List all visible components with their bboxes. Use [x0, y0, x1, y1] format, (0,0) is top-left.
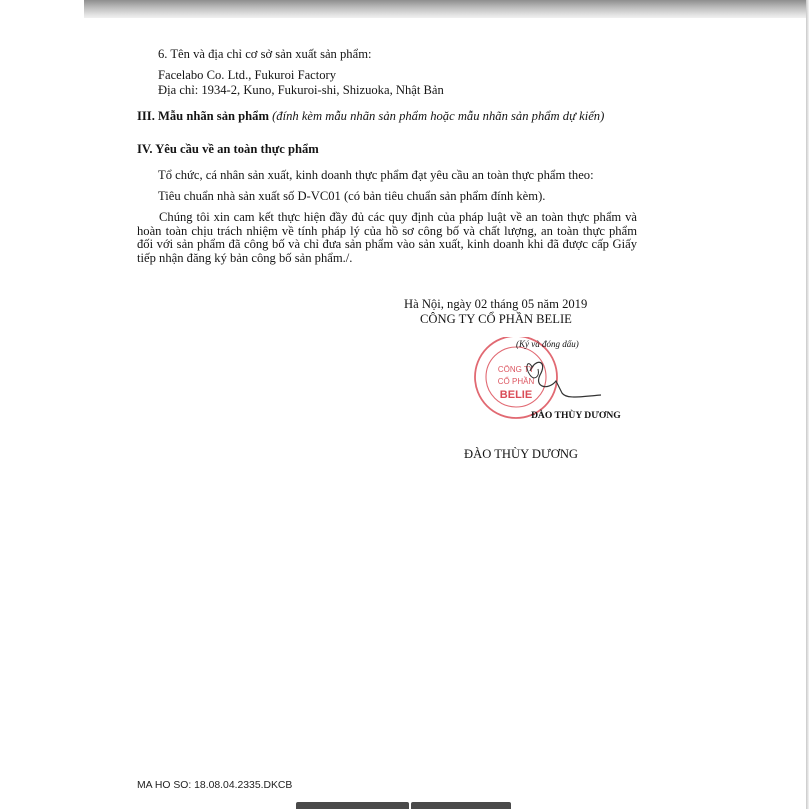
viewer-toolbar-right[interactable]	[411, 802, 511, 809]
seal-icon	[466, 337, 606, 437]
manufacturer-name: Facelabo Co. Ltd., Fukuroi Factory	[158, 68, 337, 82]
commitment-paragraph: Chúng tôi xin cam kết thực hiện đầy đủ các quy định của pháp luật về an toàn thực phẩm và hoàn toàn chịu trách nhiệm về tính pháp lý của hồ sơ công bố và chất lượng, an toàn thực phẩm đối với sản phẩm đã công bố và chỉ đưa sản phẩm vào sản xuất, kinh doanh khi đã được cấp Giấy tiếp nhận đăng ký bản công bố sản phẩm./.	[137, 210, 637, 265]
stamp-line2: CỔ PHẦN	[497, 377, 535, 386]
standard-reference: Tiêu chuẩn nhà sản xuất số D-VC01 (có bản tiêu chuẩn sản phẩm đính kèm).	[158, 189, 546, 203]
document-page	[84, 18, 806, 788]
manufacturer-address: Địa chỉ: 1934-2, Kuno, Fukuroi-shi, Shizuoka, Nhật Bản	[158, 83, 444, 97]
signer-name: ĐÀO THÙY DƯƠNG	[464, 447, 579, 461]
viewer-toolbar-left[interactable]	[296, 802, 409, 809]
sign-and-seal-note: (Ký và đóng dấu)	[516, 339, 579, 349]
stamp-company-name: BELIE	[499, 389, 533, 401]
section4-title: IV. Yêu cầu về an toàn thực phẩm	[137, 142, 319, 156]
stamp-line1: CÔNG TY	[497, 365, 535, 374]
company-seal-signature	[466, 337, 606, 437]
section3-title: III. Mẫu nhãn sản phẩm	[137, 109, 269, 123]
safety-requirement-line: Tổ chức, cá nhân sản xuất, kinh doanh thực phẩm đạt yêu cầu an toàn thực phẩm theo:	[158, 168, 594, 182]
section3-note: (đính kèm mẫu nhãn sản phẩm hoặc mẫu nhãn sản phẩm dự kiến)	[272, 109, 605, 123]
section6-heading: 6. Tên và địa chỉ cơ sở sản xuất sản phẩm:	[158, 47, 372, 61]
signing-company: CÔNG TY CỔ PHẦN BELIE	[420, 312, 572, 326]
place-date: Hà Nội, ngày 02 tháng 05 năm 2019	[404, 297, 588, 311]
section3-heading	[137, 109, 604, 124]
signer-name-small: ĐÀO THÙY DƯƠNG	[531, 410, 621, 421]
record-code: MA HO SO: 18.08.04.2335.DKCB	[137, 780, 293, 791]
